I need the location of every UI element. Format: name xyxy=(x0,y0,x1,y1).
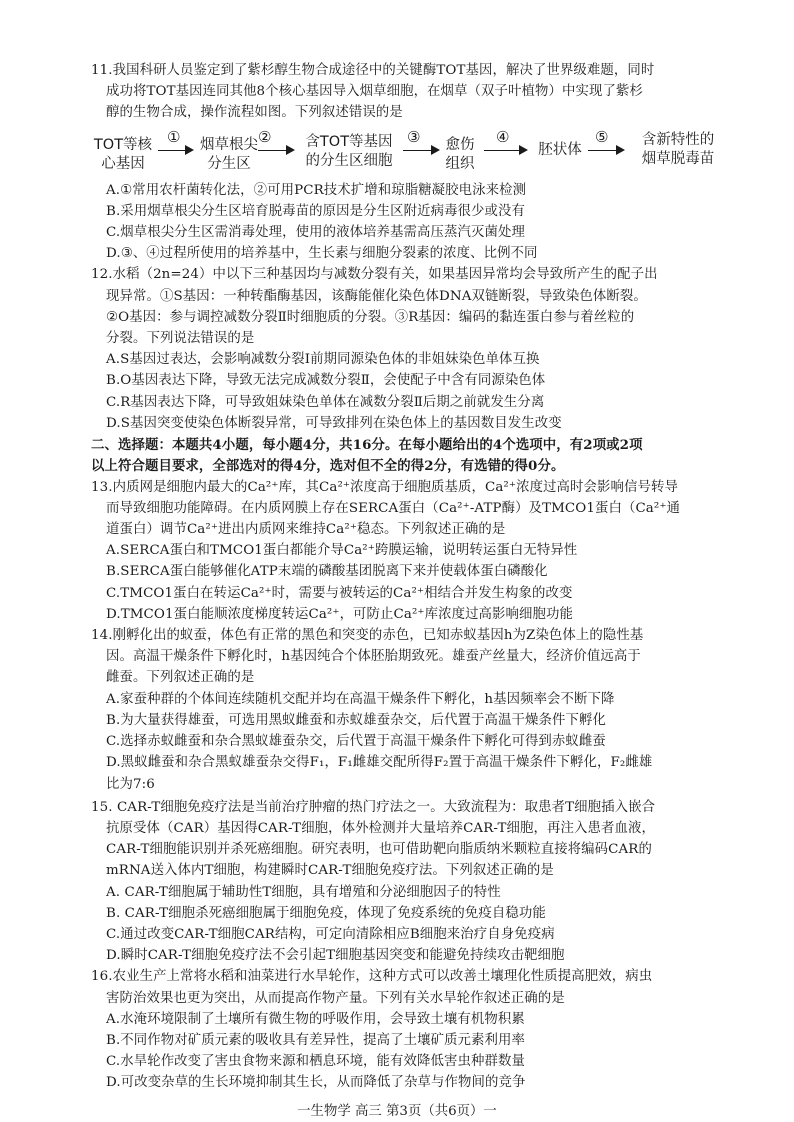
q15-option-a: A. CAR-T细胞属于辅助性T细胞，具有增殖和分泌细胞因子的特性 xyxy=(106,884,501,900)
q16-option-c: C.水旱轮作改变了害虫食物来源和栖息环境，能有效降低害虫种群数量 xyxy=(106,1054,525,1070)
q13-option-a: A.SERCA蛋白和TMCO1蛋白都能介导Ca²⁺跨膜运输，说明转运蛋白无特异性 xyxy=(106,543,578,559)
q12-option-c: C.R基因表达下降，可导致姐妹染色单体在减数分裂Ⅱ后期之前就发生分离 xyxy=(106,394,545,410)
q11-stem-line-3: 醇的生物合成，操作流程如图。下列叙述错误的是 xyxy=(106,105,403,121)
q11-option-c: C.烟草根尖分生区需消毒处理，使用的液体培养基需高压蒸汽灭菌处理 xyxy=(106,224,525,240)
q16-stem-line-2: 害防治效果也更为突出，从而提高作物产量。下列有关水旱轮作叙述正确的是 xyxy=(106,990,565,1006)
q13-option-c: C.TMCO1蛋白在转运Ca²⁺时，需要与被转运的Ca²⁺相结合并发生构象的改变 xyxy=(106,585,573,601)
flow-node-root-tip-line-1: 烟草根尖 xyxy=(200,137,258,154)
q13-stem-line-1: 13.内质网是细胞内最大的Ca²⁺库，其Ca²⁺浓度高于细胞质基质，Ca²⁺浓度过高时会影响信号转导 xyxy=(91,479,678,495)
flow-node-tot-genes-line-1: TOT等核 xyxy=(93,137,153,154)
flow-node-virus-free-seedling-line-1: 含新特性的 xyxy=(641,132,715,149)
flow-node-virus-free-seedling xyxy=(632,131,724,169)
flow-arrow-3 xyxy=(403,150,438,151)
flow-node-virus-free-seedling-line-2: 烟草脱毒苗 xyxy=(641,151,715,168)
page-footer: 一生物学 高三 第3页（共6页）一 xyxy=(297,1103,497,1119)
q11-option-a: A.①常用农杆菌转化法，②可用PCR技术扩增和琼脂糖凝胶电泳来检测 xyxy=(106,182,527,198)
flow-arrow-2 xyxy=(258,150,293,151)
q15-option-d: D.瞬时CAR-T细胞免疫疗法不会引起T细胞基因突变和能避免持续攻击靶细胞 xyxy=(106,948,565,964)
q13-option-b: B.SERCA蛋白能够催化ATP末端的磷酸基团脱离下来并使载体蛋白磷酸化 xyxy=(106,564,548,580)
q13-stem-line-2: 而导致细胞功能障碍。在内质网膜上存在SERCA蛋白（Ca²⁺-ATP酶）及TMCO1蛋白（Ca²⁺通 xyxy=(106,500,681,516)
q12-stem-line-4: 分裂。下列说法错误的是 xyxy=(106,331,255,347)
flow-node-root-tip-line-2: 分生区 xyxy=(207,156,251,173)
q14-stem-line-1: 14.刚孵化出的蚁蚕，体色有正常的黑色和突变的赤色，已知赤蚁基因h为Z染色体上的隐性基 xyxy=(91,628,644,644)
flow-step-2: ② xyxy=(258,128,272,147)
q15-stem-line-1: 15. CAR-T细胞免疫疗法是当前治疗肿瘤的热门疗法之一。大致流程为：取患者T细胞插入嵌合 xyxy=(91,799,656,815)
flow-node-embryoid-line-1: 胚状体 xyxy=(538,141,582,158)
q16-option-b: B.不同作物对矿质元素的吸收具有差异性，提高了土壤矿质元素利用率 xyxy=(106,1033,526,1048)
flow-node-meristem-cells xyxy=(298,133,400,171)
section-2-line-1: 二、选择题：本题共4小题，每小题4分，共16分。在每小题给出的4个选项中，有2项或2项 xyxy=(91,437,643,454)
q14-option-c: C.选择赤蚁雌蚕和杂合黑蚁雄蚕杂交，后代置于高温干燥条件下孵化可得到赤蚁雌蚕 xyxy=(106,734,606,750)
q15-stem-line-4: mRNA送入体内T细胞，构建瞬时CAR-T细胞免疫疗法。下列叙述正确的是 xyxy=(106,863,554,879)
flow-step-1: ① xyxy=(167,128,181,147)
flow-node-root-tip xyxy=(195,136,263,174)
q14-option-a: A.家蚕种群的个体间连续随机交配并均在高温干燥条件下孵化，h基因频率会不断下降 xyxy=(106,691,615,707)
flow-arrow-4 xyxy=(484,150,526,151)
q11-stem-line-1: 11.我国科研人员鉴定到了紫杉醇生物合成途径中的关键酶TOT基因，解决了世界级难题，同时 xyxy=(91,63,655,78)
q14-option-b: B.为大量获得雄蚕，可选用黑蚁雌蚕和赤蚁雄蚕杂交，后代置于高温干燥条件下孵化 xyxy=(106,712,606,728)
flow-arrow-1 xyxy=(158,150,192,151)
q12-option-a: A.S基因过表达，会影响减数分裂Ⅰ前期同源染色体的非姐妹染色单体互换 xyxy=(106,352,540,368)
flow-node-callus-line-2: 组织 xyxy=(445,156,475,173)
flow-arrow-5 xyxy=(588,150,623,151)
q11-stem-line-2: 成功将TOT基因连同其他8个核心基因导入烟草细胞，在烟草（双子叶植物）中实现了紫杉 xyxy=(106,84,643,100)
q16-stem-line-1: 16.农业生产上常将水稻和油菜进行水旱轮作，这种方式可以改善土壤理化性质提高肥效，病虫 xyxy=(91,969,653,985)
q12-stem-line-3: ②O基因：参与调控减数分裂Ⅱ时细胞质的分裂。③R基因：编码的黏连蛋白参与着丝粒的 xyxy=(106,309,635,325)
flow-step-3: ③ xyxy=(407,128,421,147)
q12-option-b: B.O基因表达下降，导致无法完成减数分裂Ⅱ，会使配子中含有同源染色体 xyxy=(106,373,546,389)
flow-node-callus xyxy=(442,136,478,174)
q12-stem-line-1: 12.水稻（2n=24）中以下三种基因均与减数分裂有关，如果基因异常均会导致所产生的配子出 xyxy=(91,267,658,283)
q12-stem-line-2: 现异常。①S基因：一种转酯酶基因，该酶能催化染色体DNA双链断裂，导致染色体断裂。 xyxy=(106,288,647,304)
flow-node-callus-line-1: 愈伤 xyxy=(445,137,475,154)
section-2-line-2: 以上符合题目要求，全部选对的得4分，选对但不全的得2分，有选错的得0分。 xyxy=(91,458,565,475)
flow-node-meristem-cells-line-1: 含TOT等基因 xyxy=(305,134,393,151)
flow-step-4: ④ xyxy=(496,128,510,147)
q14-option-d-cont: 比为7:6 xyxy=(106,776,155,792)
q13-stem-line-3: 道蛋白）调节Ca²⁺进出内质网来维持Ca²⁺稳态。下列叙述正确的是 xyxy=(106,521,506,537)
q11-option-d: D.③、④过程所使用的培养基中，生长素与细胞分裂素的浓度、比例不同 xyxy=(106,246,538,262)
q16-option-d: D.可改变杂草的生长环境抑制其生长，从而降低了杂草与作物间的竞争 xyxy=(106,1075,526,1091)
q11-option-b: B.采用烟草根尖分生区培育脱毒苗的原因是分生区附近病毒很少或没有 xyxy=(106,203,526,219)
q15-option-c: C.通过改变CAR-T细胞CAR结构，可定向清除相应B细胞来治疗自身免疫病 xyxy=(106,926,555,942)
q14-option-d: D.黑蚁雌蚕和杂合黑蚁雄蚕杂交得F₁，F₁雌雄交配所得F₂置于高温干燥条件下孵化，F₂雌雄 xyxy=(106,755,653,771)
q16-option-a: A.水淹环境限制了土壤所有微生物的呼吸作用，会导致土壤有机物积累 xyxy=(106,1011,525,1027)
flow-step-5: ⑤ xyxy=(595,128,609,147)
q14-stem-line-2: 因。高温干燥条件下孵化时，h基因纯合个体胚胎期致死。雄蚕产丝量大，经济价值远高于 xyxy=(106,649,641,665)
q15-stem-line-3: CAR-T细胞能识别并杀死癌细胞。研究表明，也可借助靶向脂质纳米颗粒直接将编码CAR的 xyxy=(106,842,652,858)
q15-stem-line-2: 抗原受体（CAR）基因得CAR-T细胞，体外检测并大量培养CAR-T细胞，再注入患者血液， xyxy=(106,820,655,836)
q13-option-d: D.TMCO1蛋白能顺浓度梯度转运Ca²⁺，可防止Ca²⁺库浓度过高影响细胞功能 xyxy=(106,606,573,622)
flow-node-embryoid xyxy=(534,141,586,160)
q12-option-d: D.S基因突变使染色体断裂异常，可导致排列在染色体上的基因数目发生改变 xyxy=(106,415,562,431)
flow-node-tot-genes-line-2: 心基因 xyxy=(101,156,145,173)
q14-stem-line-3: 雌蚕。下列叙述正确的是 xyxy=(106,670,255,686)
flow-node-meristem-cells-line-2: 的分生区细胞 xyxy=(305,153,393,170)
q15-option-b: B. CAR-T细胞杀死癌细胞属于细胞免疫，体现了免疫系统的免疫自稳功能 xyxy=(106,905,546,921)
flow-node-tot-genes xyxy=(90,136,156,174)
